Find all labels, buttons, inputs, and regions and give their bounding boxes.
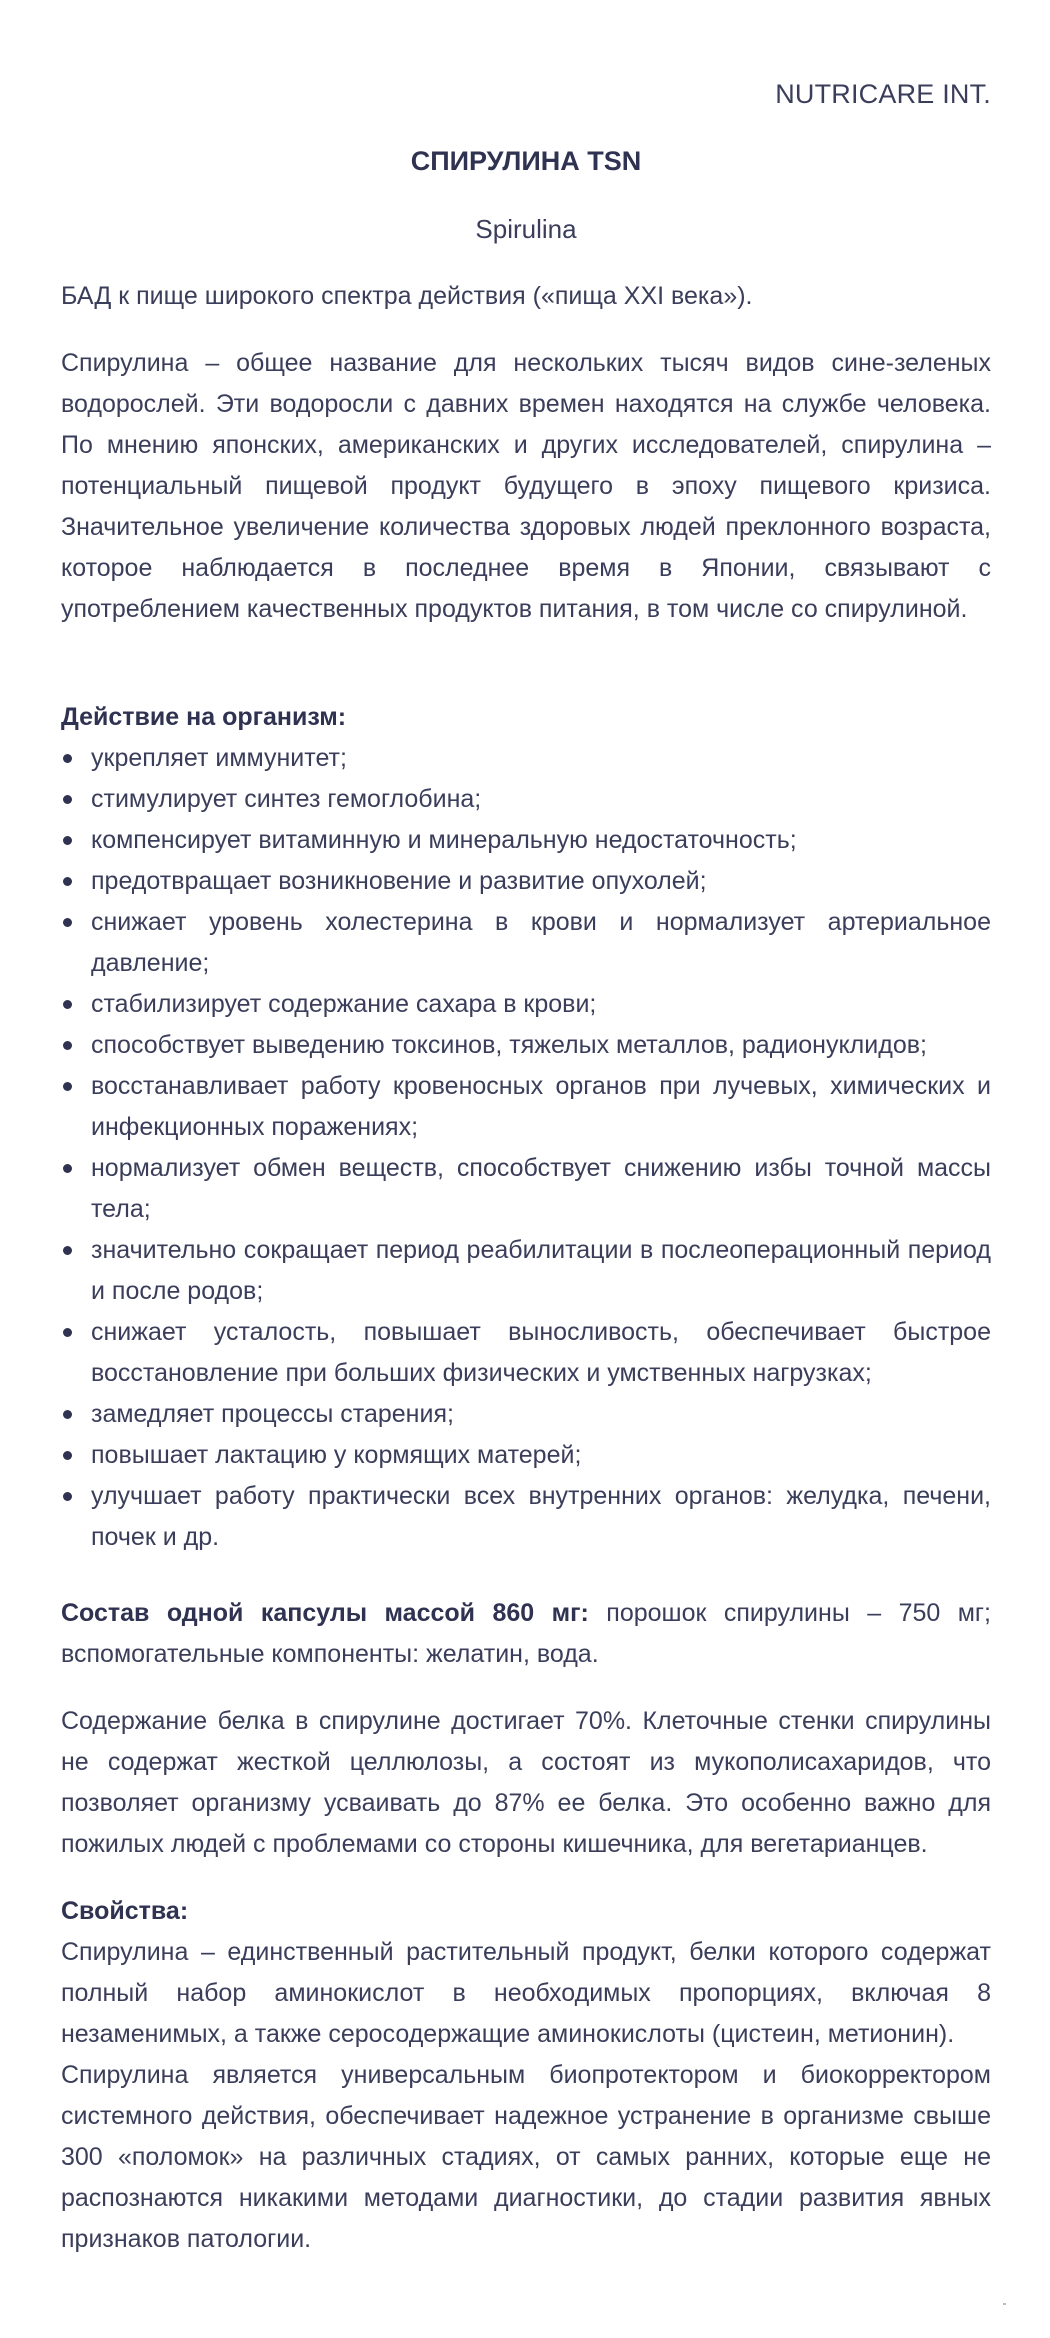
list-item: стимулирует синтез гемоглобина; (61, 779, 991, 820)
list-item: предотвращает возникновение и развитие опухолей; (61, 861, 991, 902)
properties-heading: Свойства: (61, 1897, 189, 1925)
scan-speck (1003, 2303, 1006, 2305)
product-title: СПИРУЛИНА TSN (410, 146, 642, 176)
bullet-icon (63, 1246, 72, 1255)
composition-paragraph (61, 1593, 991, 1675)
bullet-icon (63, 918, 72, 927)
composition-label: Состав одной капсулы массой 860 мг: (61, 1599, 589, 1627)
list-item: повышает лактацию у кормящих матерей; (61, 1435, 991, 1476)
list-item: нормализует обмен веществ, способствует снижению избы точной массы тела; (61, 1148, 991, 1230)
list-item: замедляет процессы старения; (61, 1394, 991, 1435)
properties-paragraph-2: Спирулина является универсальным биопротектором и биокорректором системного действия, обеспечивает надежное устранение в организме свыше 300 «поломок» на различных стадиях, от самых ранних, которые еще не распознаются никакими методами диагностики, до стадии развития явных признаков патологии. (61, 2061, 991, 2253)
properties-paragraph-1: Спирулина – единственный растительный продукт, белки которого содержат полный набор аминокислот в необходимых пропорциях, включая 8 незаменимых, а также серосодержащие аминокислоты (цистеин, метионин). (61, 1938, 991, 2048)
bullet-icon (63, 1451, 72, 1460)
bullet-icon (63, 1492, 72, 1501)
bullet-icon (63, 1000, 72, 1009)
intro-paragraph: Спирулина – общее название для нескольких тысяч видов сине-зеленых водорослей. Эти водоросли с давних времен находятся на службе человека. По мнению японских, американских и других исследователей, спирулина – потенциальный пищевой продукт будущего в эпоху пищевого кризиса. Значительное увеличение количества здоровых людей преклонного возраста, которое наблюдается в последнее время в Японии, связывают с употреблением качественных продуктов питания, в том числе со спирулиной. (61, 349, 991, 623)
company-name: NUTRICARE INT. (775, 79, 991, 109)
bullet-icon (63, 877, 72, 886)
bullet-icon (63, 1082, 72, 1091)
list-item: улучшает работу практически всех внутренних органов: желудка, печени, почек и др. (61, 1476, 991, 1558)
composition-text: порошок спирулины – 750 мг; вспомогательные компоненты: желатин, вода. (61, 1599, 991, 1668)
bullet-icon (63, 1328, 72, 1337)
bullet-icon (63, 795, 72, 804)
bullet-icon (63, 1410, 72, 1419)
bullet-icon (63, 1041, 72, 1050)
list-item: укрепляет иммунитет; (61, 738, 991, 779)
list-item: снижает усталость, повышает выносливость, обеспечивает быстрое восстановление при больших физических и умственных нагрузках; (61, 1312, 991, 1394)
bullet-icon (63, 754, 72, 763)
list-item: способствует выведению токсинов, тяжелых металлов, радионуклидов; (61, 1025, 991, 1066)
list-item: стабилизирует содержание сахара в крови; (61, 984, 991, 1025)
bullet-icon (63, 836, 72, 845)
bullet-icon (63, 1164, 72, 1173)
intro-tagline: БАД к пище широкого спектра действия («пища XXI века»). (61, 282, 753, 310)
list-item: значительно сокращает период реабилитации в послеоперационный период и после родов; (61, 1230, 991, 1312)
effects-list (61, 738, 991, 1558)
product-subtitle: Spirulina (475, 214, 577, 244)
list-item: снижает уровень холестерина в крови и нормализует артериальное давление; (61, 902, 991, 984)
effects-heading: Действие на организм: (61, 703, 347, 731)
list-item: восстанавливает работу кровеносных органов при лучевых, химических и инфекционных поражениях; (61, 1066, 991, 1148)
list-item: компенсирует витаминную и минеральную недостаточность; (61, 820, 991, 861)
protein-paragraph: Содержание белка в спирулине достигает 70%. Клеточные стенки спирулины не содержат жесткой целлюлозы, а состоят из мукополисахаридов, что позволяет организму усваивать до 87% ее белка. Это особенно важно для пожилых людей с проблемами со стороны кишечника, для вегетарианцев. (61, 1707, 991, 1858)
